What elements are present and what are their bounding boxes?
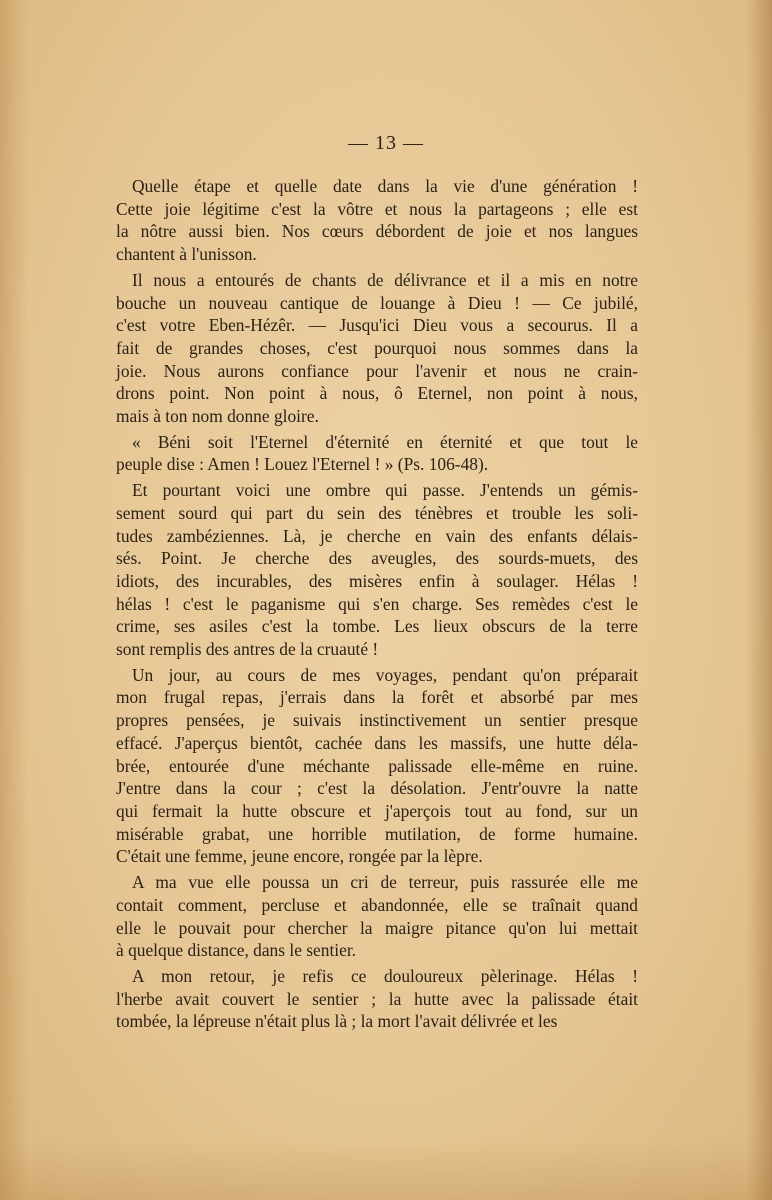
- page-number: — 13 —: [348, 132, 424, 154]
- text-line: sement sourd qui part du sein des ténèbres et trouble les soli-: [116, 502, 638, 523]
- text-line: propres pensées, je suivais instinctivement un sentier presque: [116, 710, 638, 731]
- paragraph: [116, 175, 638, 266]
- text-line: sés. Point. Je cherche des aveugles, des sourds-muets, des: [116, 548, 638, 569]
- paragraph: [116, 871, 638, 962]
- text-line: c'est votre Eben-Hézêr. — Jusqu'ici Dieu vous a secourus. Il a: [116, 315, 638, 336]
- text-line: à quelque distance, dans le sentier.: [116, 940, 357, 961]
- text-line: Quelle étape et quelle date dans la vie d'une génération !: [132, 176, 638, 196]
- text-line: Cette joie légitime c'est la vôtre et nous la partageons ; elle est: [116, 198, 638, 219]
- body-text: [116, 175, 638, 1033]
- text-line: A mon retour, je refis ce douloureux pèlerinage. Hélas !: [132, 965, 638, 986]
- text-line: crime, ses asiles c'est la tombe. Les lieux obscurs de la terre: [116, 616, 638, 637]
- paragraph: [116, 269, 638, 428]
- text-line: qui fermait la hutte obscure et j'aperçois tout au fond, sur un: [116, 800, 638, 821]
- text-line: idiots, des incurables, des misères enfin à soulager. Hélas !: [116, 570, 638, 591]
- text-line: mon frugal repas, j'errais dans la forêt et absorbé par mes: [116, 687, 638, 708]
- text-line: hélas ! c'est le paganisme qui s'en charge. Ses remèdes c'est le: [116, 593, 638, 614]
- text-line: C'était une femme, jeune encore, rongée par la lèpre.: [116, 846, 483, 867]
- text-line: sont remplis des antres de la cruauté !: [116, 639, 379, 660]
- text-line: bouche un nouveau cantique de louange à Dieu ! — Ce jubilé,: [116, 292, 638, 313]
- page-edge-shadow-right: [746, 0, 772, 1200]
- text-line: tombée, la lépreuse n'était plus là ; la mort l'avait délivrée et les: [116, 1011, 558, 1032]
- page-edge-shadow-left: [0, 0, 28, 1200]
- paragraph: [116, 431, 638, 476]
- text-line: elle le pouvait pour chercher la maigre pitance qu'on lui mettait: [116, 917, 638, 938]
- text-line: brée, entourée d'une méchante palissade elle-même en ruine.: [116, 755, 638, 776]
- text-line: effacé. J'aperçus bientôt, cachée dans les massifs, une hutte déla-: [116, 732, 638, 753]
- text-line: J'entre dans la cour ; c'est la désolation. J'entr'ouvre la natte: [116, 778, 638, 799]
- paragraph: [116, 479, 638, 661]
- text-line: tudes zambéziennes. Là, je cherche en vain des enfants délais-: [116, 525, 638, 546]
- text-line: peuple dise : Amen ! Louez l'Eternel ! » (Ps. 106-48).: [116, 454, 489, 475]
- text-line: Un jour, au cours de mes voyages, pendant qu'on préparait: [132, 664, 638, 685]
- text-line: joie. Nous aurons confiance pour l'avenir et nous ne crain-: [116, 360, 638, 381]
- text-line: A ma vue elle poussa un cri de terreur, puis rassurée elle me: [132, 872, 638, 893]
- text-line: fait de grandes choses, c'est pourquoi nous sommes dans la: [116, 337, 638, 358]
- text-line: chantent à l'unisson.: [116, 244, 257, 265]
- text-line: Et pourtant voici une ombre qui passe. J'entends un gémis-: [132, 480, 638, 501]
- text-line: l'herbe avait couvert le sentier ; la hutte avec la palissade était: [116, 988, 638, 1009]
- text-line: contait comment, percluse et abandonnée, elle se traînait quand: [116, 894, 638, 915]
- text-line: « Béni soit l'Eternel d'éternité en éternité et que tout le: [132, 431, 638, 452]
- paragraph: [116, 965, 638, 1033]
- text-line: mais à ton nom donne gloire.: [116, 406, 319, 427]
- text-line: la nôtre aussi bien. Nos cœurs débordent de joie et nos langues: [116, 221, 638, 242]
- text-line: drons point. Non point à nous, ô Eternel, non point à nous,: [116, 383, 638, 404]
- text-line: misérable grabat, une horrible mutilation, de forme humaine.: [116, 823, 638, 844]
- text-line: Il nous a entourés de chants de délivrance et il a mis en notre: [132, 269, 638, 290]
- page-edge-shadow-bottom: [0, 1140, 772, 1200]
- paragraph: [116, 664, 638, 868]
